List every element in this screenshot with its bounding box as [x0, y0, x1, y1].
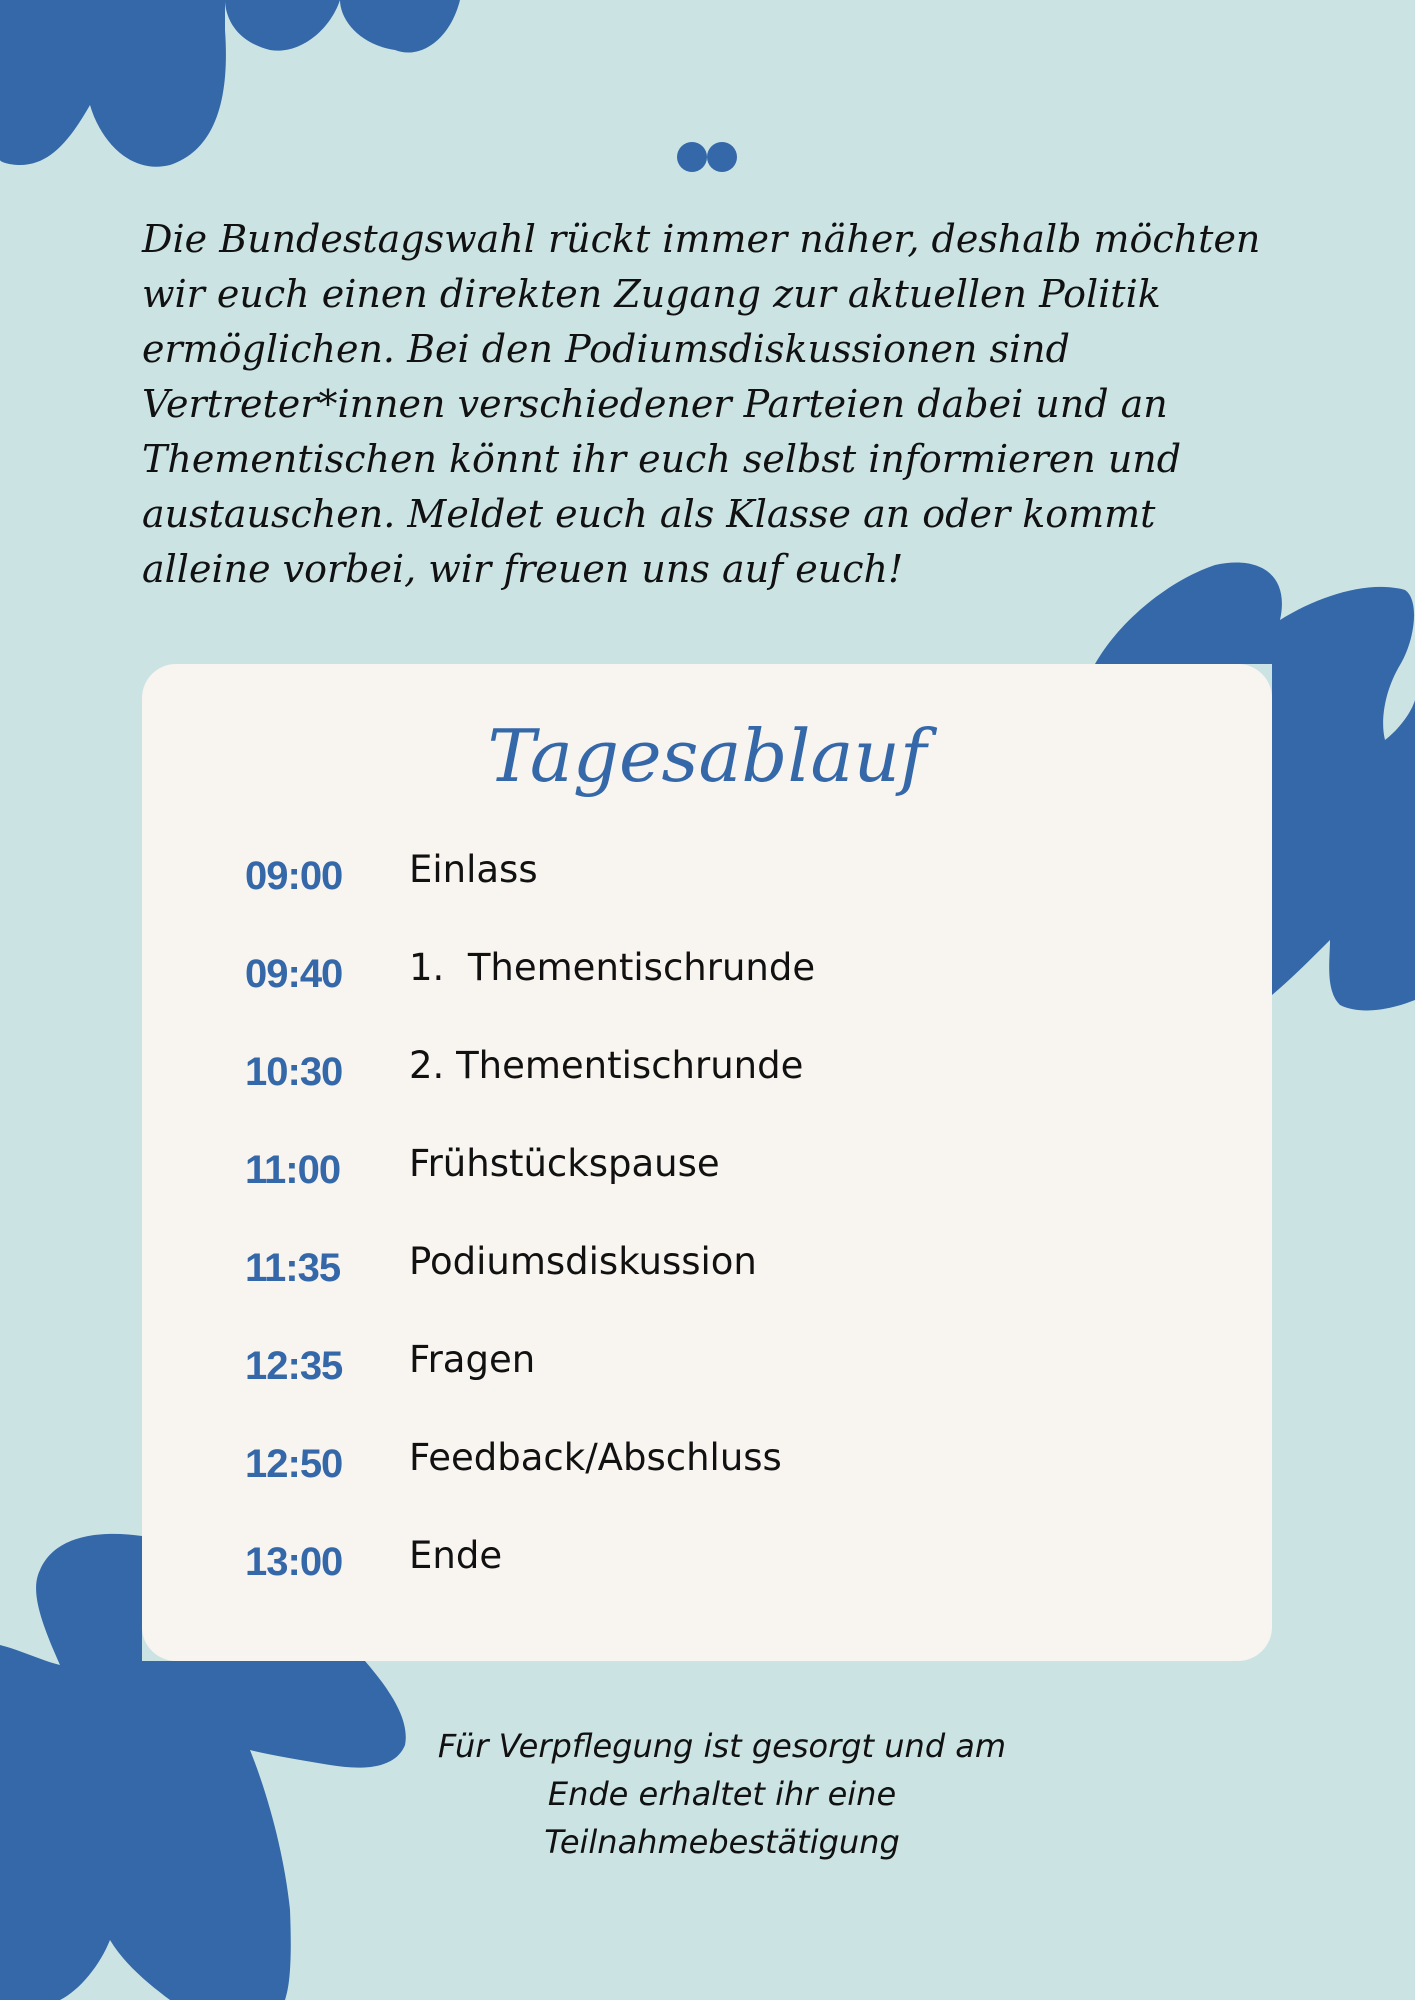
schedule-activity: Frühstückspause	[409, 1142, 720, 1185]
schedule-time: 09:00	[245, 854, 343, 898]
schedule-row	[245, 1530, 1195, 1628]
schedule-time: 12:50	[245, 1442, 343, 1486]
schedule-activity: Einlass	[409, 848, 538, 891]
schedule-row	[245, 942, 1195, 1040]
footer-line-1: Für Verpflegung ist gesorgt und am	[437, 1727, 1007, 1765]
flower-top-left-icon	[0, 0, 460, 167]
schedule-row	[245, 1040, 1195, 1138]
schedule-activity: Podiumsdiskussion	[409, 1240, 757, 1283]
schedule-row	[245, 1236, 1195, 1334]
schedule-time: 11:00	[245, 1148, 341, 1192]
schedule-list	[245, 844, 1195, 1628]
quote-dots-icon	[675, 140, 739, 174]
schedule-row	[245, 1138, 1195, 1236]
schedule-row	[245, 844, 1195, 942]
schedule-time: 12:35	[245, 1344, 343, 1388]
footer-line-2: Ende erhaltet ihr eine	[547, 1775, 897, 1813]
schedule-time: 13:00	[245, 1540, 343, 1584]
footer-note	[420, 1722, 1024, 1866]
schedule-row	[245, 1432, 1195, 1530]
schedule-activity: 1. Thementischrunde	[409, 946, 816, 989]
schedule-activity: 2. Thementischrunde	[409, 1044, 804, 1087]
schedule-card	[142, 664, 1272, 1661]
schedule-activity: Fragen	[409, 1338, 536, 1381]
footer-line-3: Teilnahmebestätigung	[544, 1823, 900, 1861]
schedule-time: 09:40	[245, 952, 343, 996]
schedule-activity: Ende	[409, 1534, 503, 1577]
schedule-title: Tagesablauf	[487, 714, 927, 798]
schedule-time: 11:35	[245, 1246, 341, 1290]
schedule-row	[245, 1334, 1195, 1432]
schedule-activity: Feedback/Abschluss	[409, 1436, 782, 1479]
schedule-time: 10:30	[245, 1050, 343, 1094]
intro-paragraph: Die Bundestagswahl rückt immer näher, deshalb möchten wir euch einen direkten Zugang zur aktuellen Politik ermöglichen. Bei den Podiumsdiskussionen sind Vertreter*innen verschiedener Parteien dabei und an Thementischen könnt ihr euch selbst informieren und austauschen. Meldet euch als Klasse an oder kommt alleine vorbei, wir freuen uns auf euch!	[142, 217, 1261, 591]
